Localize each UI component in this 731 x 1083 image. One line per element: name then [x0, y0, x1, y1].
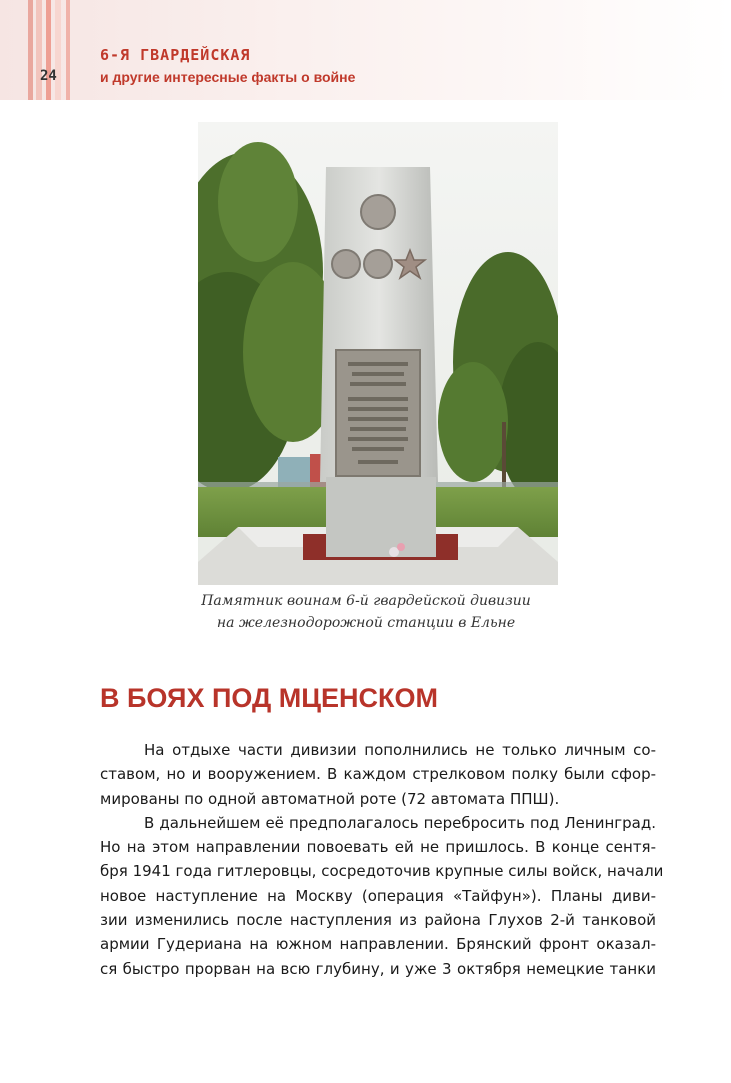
section-heading: В БОЯХ ПОД МЦЕНСКОМ	[100, 683, 438, 713]
text-line: На отдыхе части дивизии пополнились не только личным со-	[144, 741, 656, 759]
figure-caption	[120, 590, 612, 634]
running-title: 6-Я ГВАРДЕЙСКАЯ	[100, 46, 251, 64]
text-line: новое наступление на Москву (операция «Тайфун»). Планы диви-	[100, 886, 656, 905]
text-line: зии изменились после наступления из района Глухов 2-й танковой	[100, 911, 656, 930]
caption-line: на железнодорожной станции в Ельне	[216, 615, 516, 631]
monument-photo	[198, 122, 558, 585]
text-line: ся быстро прорван на всю глубину, и уже 3 октября немецкие танки	[100, 959, 656, 978]
text-line: ставом, но и вооружением. В каждом стрелковом полку были сфор-	[100, 765, 656, 784]
caption-line: Памятник воинам 6-й гвардейской дивизии	[201, 593, 531, 609]
text-line: мированы по одной автоматной роте (72 автомата ППШ).	[100, 789, 560, 808]
text-line: бря 1941 года гитлеровцы, сосредоточив крупные силы войск, начали	[100, 862, 664, 881]
text-line: В дальнейшем её предполагалось перебросить под Ленинград.	[144, 813, 656, 832]
decorative-stripes	[0, 0, 100, 100]
text-line: Но на этом направлении повоевать ей не пришлось. В конце сентя-	[100, 838, 656, 857]
body-text	[100, 738, 664, 981]
page-number: 24	[40, 68, 57, 84]
text-line: армии Гудериана на южном направлении. Брянский фронт оказал-	[100, 935, 656, 954]
running-subtitle: и другие интересные факты о войне	[100, 69, 356, 85]
